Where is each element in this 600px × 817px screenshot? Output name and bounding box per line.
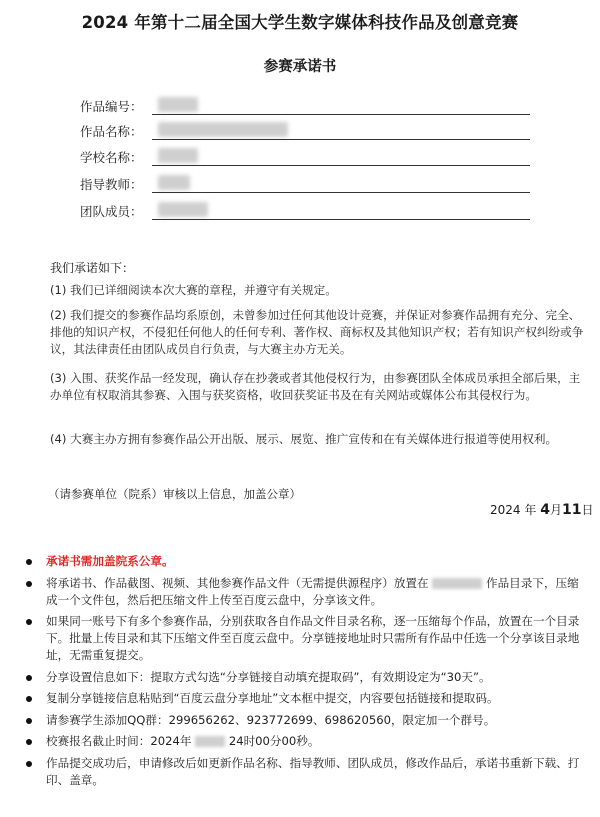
item-number: (4) <box>50 432 67 446</box>
item-text: 我们提交的参赛作品均系原创，未曾参加过任何其他设计竞赛，并保证对参赛作品拥有充分、完全、排他的知识产权，不侵犯任何他人的任何专利、著作权、商标权及其他知识产权；若有知识产权纠纷或争议，其法律责任由团队成员自行负责，与大赛主办方无关。 <box>50 308 584 356</box>
date-month: 4 <box>540 502 550 518</box>
list-item-text: 分享设置信息如下：提取方式勾选“分享链接自动填充提取码”，有效期设定为“30天”。 <box>46 669 491 684</box>
bullet-icon <box>26 581 32 587</box>
document-title: 2024 年第十二届全国大学生数字媒体科技作品及创意竞赛 <box>81 13 519 32</box>
approval-note: （请参赛单位（院系）审核以上信息，加盖公章） <box>48 487 301 501</box>
field-work-id <box>80 97 530 115</box>
redacted-value <box>195 736 225 747</box>
field-advisor <box>80 175 530 193</box>
redacted-value <box>158 122 288 137</box>
field-label: 作品名称： <box>80 124 143 139</box>
list-item-text-b: 作品目录下，压缩成一个文件包，然后把压缩文件上传至百度云盘中，分享该文件。 <box>46 575 579 607</box>
commitment-intro: 我们承诺如下： <box>50 261 135 275</box>
field-label: 团队成员： <box>80 204 143 219</box>
item-number: (3) <box>50 371 67 385</box>
list-item <box>26 712 586 729</box>
redacted-value <box>432 578 482 589</box>
list-item <box>26 755 586 789</box>
field-school-name <box>80 148 530 166</box>
field-team-members <box>80 202 530 220</box>
list-item <box>26 575 586 609</box>
underline <box>152 139 530 140</box>
list-item <box>26 733 586 750</box>
field-label: 指导教师： <box>80 177 143 192</box>
instructions-list <box>26 553 586 793</box>
field-work-name <box>80 122 530 140</box>
date-month-suffix: 月 <box>549 503 562 517</box>
bullet-icon <box>26 739 32 745</box>
field-label: 学校名称： <box>80 150 143 165</box>
bullet-icon <box>26 761 32 767</box>
list-item-text: 请参赛学生添加QQ群：299656262、923772699、698620560，限定加一个群号。 <box>46 712 496 727</box>
bullet-icon <box>26 718 32 724</box>
bullet-icon <box>26 619 32 625</box>
list-item-text: 承诺书需加盖院系公章。 <box>46 554 174 568</box>
item-text: 大赛主办方拥有参赛作品公开出版、展示、展览、推广宣传和在有关媒体进行报道等使用权利。 <box>70 432 558 446</box>
list-item <box>26 690 586 707</box>
list-item <box>26 669 586 686</box>
list-item-text-a: 校赛报名截止时间：2024年 <box>46 734 192 748</box>
commitment-item <box>50 370 590 404</box>
date-year-suffix: 年 <box>524 503 537 517</box>
bullet-icon <box>26 696 32 702</box>
underline <box>152 219 530 220</box>
bullet-icon <box>26 675 32 681</box>
redacted-value <box>158 175 190 190</box>
signing-date <box>490 501 593 518</box>
list-item <box>26 553 586 570</box>
item-number: (1) <box>50 283 67 297</box>
date-day: 11 <box>561 502 582 518</box>
underline <box>152 165 530 166</box>
list-item-text: 如果同一账号下有多个参赛作品，分别获取各自作品文件目录名称，逐一压缩每个作品，放置在一个目录下。批量上传目录和其下压缩文件至百度云盘中。分享链接地址时只需所有作品中任选一个分享该目录地址，无需重复提交。 <box>46 614 580 662</box>
document-subtitle: 参赛承诺书 <box>263 59 337 75</box>
item-text: 入围、获奖作品一经发现，确认存在抄袭或者其他侵权行为，由参赛团队全体成员承担全部后果，主办单位有权取消其参赛、入围与获奖资格，收回获奖证书及在有关网站或媒体公布其侵权行为。 <box>50 371 581 402</box>
date-year: 2024 <box>490 503 521 517</box>
redacted-value <box>158 202 208 217</box>
item-number: (2) <box>50 308 67 322</box>
redacted-value <box>158 97 198 112</box>
list-item-text-b: 24时00分00秒。 <box>228 734 320 748</box>
list-item-text-a: 将承诺书、作品截图、视频、其他参赛作品文件（无需提供源程序）放置在 <box>46 575 429 590</box>
item-text: 我们已详细阅读本次大赛的章程，并遵守有关规定。 <box>70 283 337 297</box>
commitment-item <box>50 282 590 299</box>
bullet-icon <box>26 559 32 565</box>
commitment-item <box>50 307 590 358</box>
list-item <box>26 613 586 664</box>
underline <box>152 114 530 115</box>
list-item-text: 作品提交成功后，申请修改后如更新作品名称、指导教师、团队成员，修改作品后，承诺书重新下载、打印、盖章。 <box>46 755 580 787</box>
commitment-item <box>50 431 590 448</box>
redacted-value <box>158 148 198 163</box>
field-label: 作品编号： <box>80 99 143 114</box>
list-item-text: 复制分享链接信息粘贴到“百度云盘分享地址”文本框中提交，内容要包括链接和提取码。 <box>46 691 499 705</box>
date-day-suffix: 日 <box>581 503 594 517</box>
underline <box>152 192 530 193</box>
